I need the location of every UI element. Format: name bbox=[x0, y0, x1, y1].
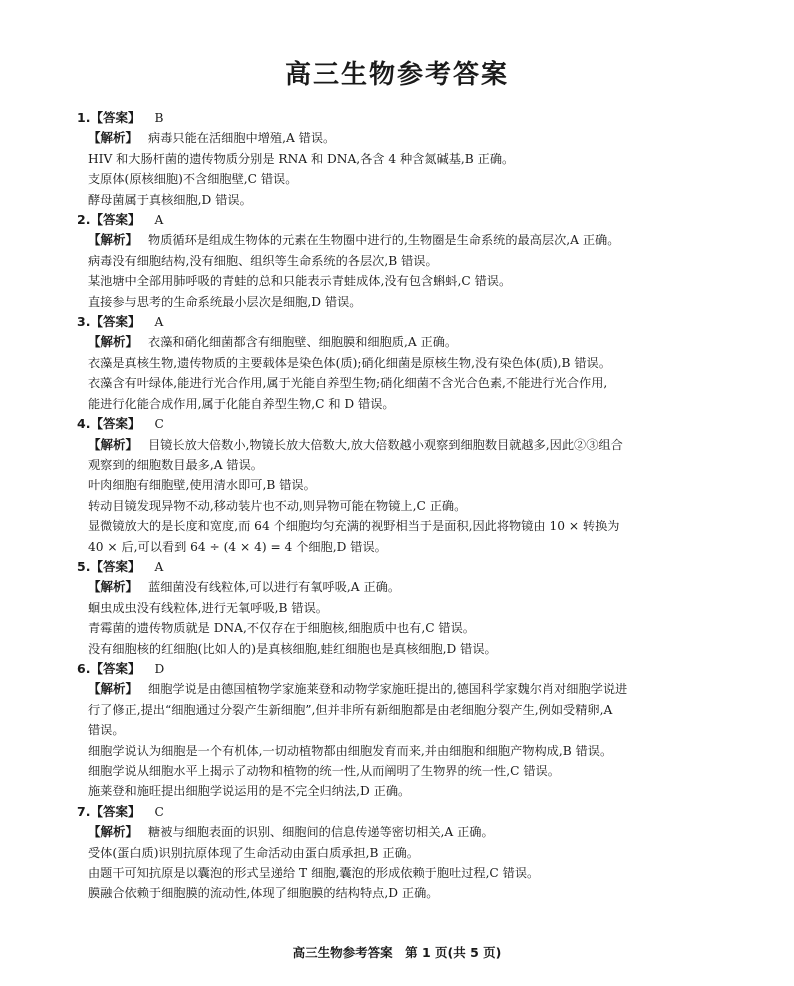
analysis-text: 物质循环是组成生物体的元素在生物圈中进行的,生物圈是生命系统的最高层次,A 正确。 bbox=[148, 233, 620, 248]
answer-value: A bbox=[154, 213, 164, 228]
answer-line bbox=[77, 802, 727, 822]
question-block bbox=[77, 659, 727, 802]
analysis-tag: 【解析】 bbox=[88, 232, 139, 248]
question-number: 2. bbox=[77, 212, 91, 228]
question-block bbox=[77, 210, 727, 312]
explanation-line: 由题干可知抗原是以囊泡的形式呈递给 T 细胞,囊泡的形成依赖于胞吐过程,C 错误。 bbox=[88, 866, 540, 881]
page-title: 高三生物参考答案 bbox=[284, 60, 509, 90]
explanation-line: 行了修正,提出“细胞通过分裂产生新细胞”,但并非所有新细胞都是由老细胞分裂产生,例如受精卵,A bbox=[88, 702, 613, 717]
answer-line bbox=[77, 210, 727, 230]
answer-line bbox=[77, 557, 727, 577]
answer-value: C bbox=[154, 417, 164, 432]
question-number: 3. bbox=[77, 314, 91, 330]
analysis-text: 细胞学说是由德国植物学家施莱登和动物学家施旺提出的,德国科学家魏尔肖对细胞学说进 bbox=[148, 682, 628, 697]
question-number: 4. bbox=[77, 416, 91, 432]
analysis-tag: 【解析】 bbox=[88, 130, 139, 146]
explanation-line: 错误。 bbox=[88, 723, 125, 738]
analysis-line bbox=[77, 577, 727, 597]
question-block bbox=[77, 312, 727, 414]
answer-tag: 【答案】 bbox=[90, 314, 141, 330]
explanation-line: 细胞学说认为细胞是一个有机体,一切动植物都由细胞发育而来,并由细胞和细胞产物构成,B 错误。 bbox=[88, 743, 613, 758]
page-footer: 高三生物参考答案 第 1 页(共 5 页) bbox=[292, 945, 502, 960]
answer-tag: 【答案】 bbox=[90, 212, 141, 228]
explanation-line: 膜融合依赖于细胞膜的流动性,体现了细胞膜的结构特点,D 正确。 bbox=[88, 886, 439, 901]
question-block bbox=[77, 557, 727, 659]
answer-line bbox=[77, 659, 727, 679]
answer-value: A bbox=[154, 559, 164, 574]
analysis-line bbox=[77, 435, 727, 455]
answer-tag: 【答案】 bbox=[90, 416, 141, 432]
question-number: 7. bbox=[77, 803, 91, 819]
analysis-line bbox=[77, 128, 727, 148]
answer-line bbox=[77, 108, 727, 128]
explanation-line: 直接参与思考的生命系统最小层次是细胞,D 错误。 bbox=[88, 294, 362, 309]
explanation-line: 施莱登和施旺提出细胞学说运用的是不完全归纳法,D 正确。 bbox=[88, 784, 411, 799]
explanation-line: 观察到的细胞数目最多,A 错误。 bbox=[88, 457, 263, 472]
explanation-line: 没有细胞核的红细胞(比如人的)是真核细胞,蛙红细胞也是真核细胞,D 错误。 bbox=[88, 641, 497, 656]
explanation-line: 叶肉细胞有细胞壁,使用清水即可,B 错误。 bbox=[88, 478, 316, 493]
explanation-line: 蛔虫成虫没有线粒体,进行无氧呼吸,B 错误。 bbox=[88, 600, 328, 615]
explanation-line: HIV 和大肠杆菌的遗传物质分别是 RNA 和 DNA,各含 4 种含氮碱基,B 正确。 bbox=[88, 151, 515, 166]
analysis-line bbox=[77, 332, 727, 352]
explanation-line: 衣藻含有叶绿体,能进行光合作用,属于光能自养型生物;硝化细菌不含光合色素,不能进行光合作用, bbox=[88, 376, 608, 391]
explanation-line: 支原体(原核细胞)不含细胞壁,C 错误。 bbox=[88, 172, 298, 187]
explanation-line: 受体(蛋白质)识别抗原体现了生命活动由蛋白质承担,B 正确。 bbox=[88, 845, 419, 860]
explanation-line: 显微镜放大的是长度和宽度,而 64 个细胞均匀充满的视野相当于是面积,因此将物镜由 10 × 转换为 bbox=[88, 519, 620, 534]
analysis-text: 病毒只能在活细胞中增殖,A 错误。 bbox=[148, 131, 336, 146]
explanation-line: 青霉菌的遗传物质就是 DNA,不仅存在于细胞核,细胞质中也有,C 错误。 bbox=[88, 621, 475, 636]
analysis-tag: 【解析】 bbox=[88, 579, 139, 595]
answer-value: C bbox=[154, 804, 164, 819]
analysis-line bbox=[77, 822, 727, 842]
question-block bbox=[77, 414, 727, 557]
analysis-text: 糖被与细胞表面的识别、细胞间的信息传递等密切相关,A 正确。 bbox=[148, 825, 494, 840]
answer-tag: 【答案】 bbox=[90, 803, 141, 819]
analysis-tag: 【解析】 bbox=[88, 436, 139, 452]
explanation-line: 某池塘中全部用肺呼吸的青蛙的总和只能表示青蛙成体,没有包含蝌蚪,C 错误。 bbox=[88, 274, 512, 289]
explanation-line: 40 × 后,可以看到 64 ÷ (4 × 4) = 4 个细胞,D 错误。 bbox=[88, 539, 387, 554]
explanation-line: 能进行化能合成作用,属于化能自养型生物,C 和 D 错误。 bbox=[88, 396, 395, 411]
explanation-line: 酵母菌属于真核细胞,D 错误。 bbox=[88, 192, 252, 207]
explanation-line: 转动目镜发现异物不动,移动装片也不动,则异物可能在物镜上,C 正确。 bbox=[88, 498, 467, 513]
answer-value: B bbox=[154, 111, 164, 125]
analysis-text: 目镜长放大倍数小,物镜长放大倍数大,放大倍数越小观察到细胞数目就越多,因此②③组合 bbox=[148, 437, 623, 452]
explanation-line: 衣藻是真核生物,遗传物质的主要载体是染色体(质);硝化细菌是原核生物,没有染色体(质),B 错误。 bbox=[88, 355, 611, 370]
question-number: 6. bbox=[77, 660, 91, 676]
question-number: 5. bbox=[77, 558, 91, 574]
analysis-text: 蓝细菌没有线粒体,可以进行有氧呼吸,A 正确。 bbox=[148, 580, 401, 595]
question-block bbox=[77, 802, 727, 904]
analysis-text: 衣藻和硝化细菌都含有细胞壁、细胞膜和细胞质,A 正确。 bbox=[148, 335, 458, 350]
explanation-line: 病毒没有细胞结构,没有细胞、组织等生命系统的各层次,B 错误。 bbox=[88, 253, 438, 268]
question-block bbox=[77, 108, 727, 210]
analysis-line bbox=[77, 230, 727, 250]
analysis-line bbox=[77, 679, 727, 699]
explanation-line: 细胞学说从细胞水平上揭示了动物和植物的统一性,从而阐明了生物界的统一性,C 错误。 bbox=[88, 764, 560, 778]
answer-value: D bbox=[154, 661, 165, 676]
answer-value: A bbox=[154, 315, 164, 330]
analysis-tag: 【解析】 bbox=[88, 681, 139, 697]
answer-tag: 【答案】 bbox=[90, 558, 141, 574]
answers-list bbox=[77, 108, 727, 904]
answer-line bbox=[77, 312, 727, 332]
question-number: 1. bbox=[77, 110, 91, 125]
analysis-tag: 【解析】 bbox=[88, 824, 139, 840]
answer-tag: 【答案】 bbox=[90, 110, 141, 125]
answer-tag: 【答案】 bbox=[90, 660, 141, 676]
analysis-tag: 【解析】 bbox=[88, 334, 139, 350]
answer-line bbox=[77, 414, 727, 434]
